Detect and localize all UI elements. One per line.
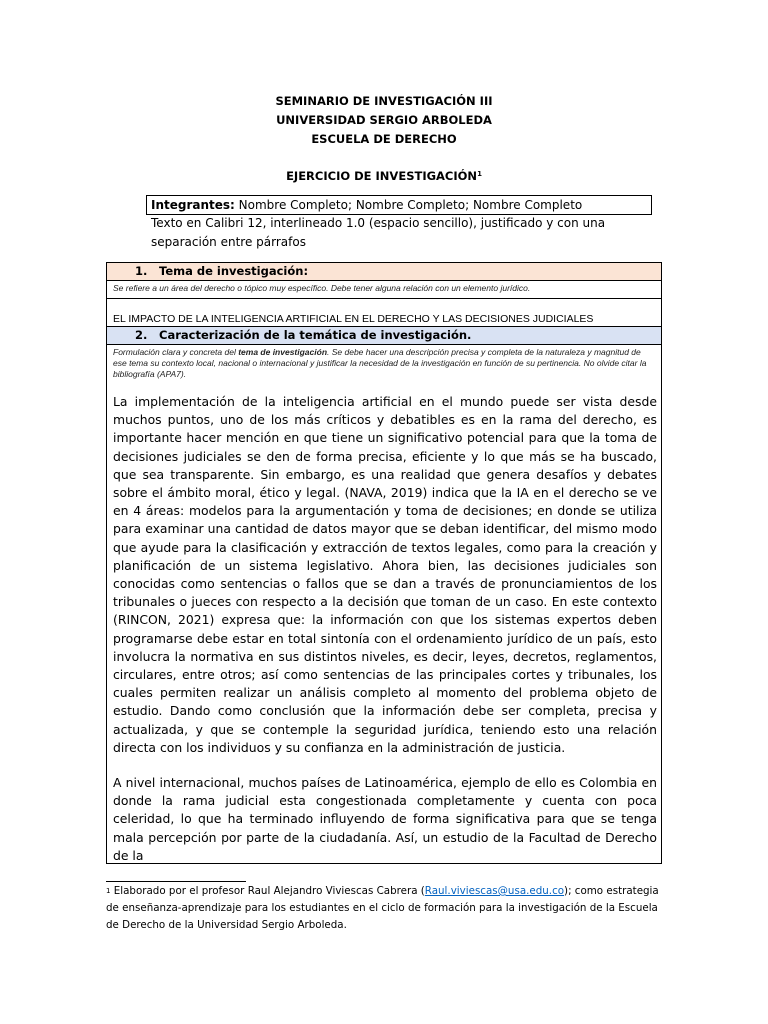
- author-email-link[interactable]: Raul.viviescas@usa.edu.co: [424, 885, 565, 897]
- section-1-note: Se refiere a un área del derecho o tópico muy específico. Debe tener alguna relación con un elemento jurídico.: [113, 283, 531, 293]
- university-name: UNIVERSIDAD SERGIO ARBOLEDA: [276, 113, 492, 127]
- section-2-number: 2.: [135, 328, 148, 342]
- research-topic: EL IMPACTO DE LA INTELIGENCIA ARTIFICIAL EN EL DERECHO Y LAS DECISIONES JUDICIALES: [107, 298, 661, 326]
- body-paragraph-1: La implementación de la inteligencia artificial en el mundo puede ser vista desde muchos puntos, uno de los más críticos y debatibles es en la rama del derecho, es importante hacer mención en que tiene un significativo potencial para que la toma de decisiones judiciales se den de forma precisa, eficiente y lo que más se ha buscado, que sea transparente. Sin embargo, es una realidad que genera desafíos y debates sobre el ámbito moral, ético y legal. (NAVA, 2019) indica que la IA en el derecho se ve en 4 áreas: modelos para la argumentación y toma de decisiones; en donde se utiliza para examinar una cantidad de datos mayor que se deban identificar, del mismo modo que ayude para la clasificación y extracción de textos legales, como para la creación y planificación de un sistema legislativo. Ahora bien, las decisiones judiciales son conocidas como sentencias o fallos que se dan a través de pronunciamientos de los tribunales o jueces con respecto a la decisión que toman de un caso. En este contexto (RINCON, 2021) expresa que: la información con que los sistemas expertos deben programarse debe estar en total sintonía con el ordenamiento jurídico de un país, esto involucra la normativa en sus distintos niveles, es decir, leyes, decretos, reglamentos, circulares, entre otros; así como sentencias de las principales cortes y tribunales, los cuales permiten realizar un análisis completo al momento del problema objeto de estudio. Dando como conclusión que la información debe ser completa, precisa y actualizada, y que se contemple la seguridad jurídica, teniendo esto una relación directa con los individuos y su confianza en la administración de justicia.: [113, 394, 657, 755]
- seminar-title: SEMINARIO DE INVESTIGACIÓN III: [275, 94, 493, 108]
- document-header: [0, 92, 768, 186]
- section-2-heading: [107, 326, 661, 345]
- footnote-mark: 1: [106, 887, 111, 895]
- footnote: [106, 883, 666, 934]
- school-name: ESCUELA DE DERECHO: [311, 132, 457, 146]
- section-2-note-bold: tema de investigación: [238, 347, 328, 357]
- characterization-text: [107, 380, 661, 864]
- section-2-note-post: . Se debe hacer una descripción precisa y completa de la naturaleza y magnitud de ese tema su contexto local, nacional o internacional y justificar la necesidad de la investigación en función de su pertinencia. No olvide citar la bibliografía (APA7).: [113, 347, 647, 379]
- section-2-note-pre: Formulación clara y concreta del: [113, 347, 239, 357]
- members-label: Integrantes:: [151, 198, 235, 212]
- section-1-heading: [107, 263, 661, 281]
- exercise-title-text: EJERCICIO DE INVESTIGACIÓN: [286, 169, 478, 183]
- body-paragraph-2: A nivel internacional, muchos países de Latinoamérica, ejemplo de ello es Colombia en donde la rama judicial esta congestionada completamente y cuenta con poca celeridad, lo que ha terminado influyendo de forma significativa para que se tenga mala percepción por parte de la ciudadanía. Así, un estudio de la Facultad de Derecho de la: [113, 775, 657, 863]
- footnote-text-pre: Elaborado por el profesor Raul Alejandro Viviescas Cabrera (: [110, 885, 425, 897]
- footnote-reference: 1: [477, 170, 482, 178]
- members-box: [146, 195, 652, 215]
- exercise-title: [0, 167, 768, 186]
- format-instructions: Texto en Calibri 12, interlineado 1.0 (espacio sencillo), justificado y con una separación entre párrafos: [151, 216, 606, 249]
- members-value: Nombre Completo; Nombre Completo; Nombre Completo: [234, 198, 583, 212]
- footnote-separator: [106, 881, 246, 882]
- section-2-title: Caracterización de la temática de investigación.: [159, 328, 472, 342]
- research-form-table: [106, 262, 662, 864]
- section-1-title: Tema de investigación:: [159, 264, 309, 278]
- section-2-note: [107, 345, 661, 380]
- section-1-number: 1.: [135, 264, 148, 278]
- footnote-text-post: ); como estrategia de enseñanza-aprendizaje para los estudiantes en el ciclo de formación para la investigación de la Escuela de Derecho de la Universidad Sergio Arboleda.: [106, 885, 659, 931]
